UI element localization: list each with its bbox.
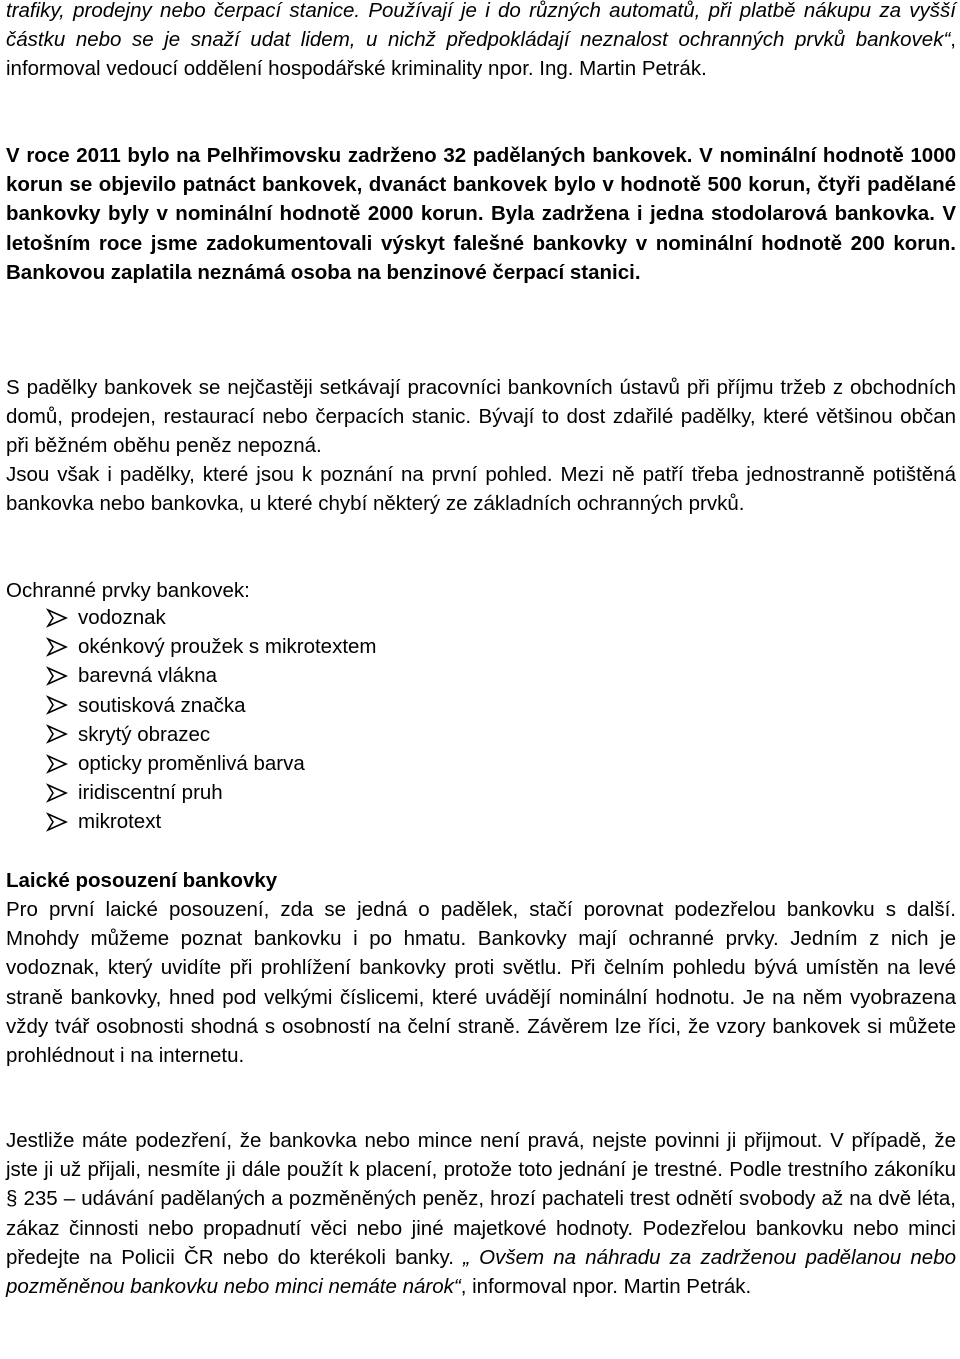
feature-label: skrytý obrazec [78, 722, 211, 746]
intro-paragraph [6, 0, 956, 84]
intro-attribution: , informoval vedoucí oddělení hospodářské kriminality npor. Ing. Martin Petrák. [6, 28, 956, 81]
list-item [6, 807, 377, 836]
counterfeit-paragraph-2: Jsou však i padělky, které jsou k poznání na první pohled. Mezi ně patří třeba jednostranně potištěná bankovka nebo bankovka, u které chybí některý ze základních ochranných prvků. [6, 463, 956, 516]
lay-check-heading: Laické posouzení bankovky [6, 869, 278, 892]
lay-check-paragraph: Pro první laické posouzení, zda se jedná o padělek, stačí porovnat podezřelou bankovku s další. Mnohdy můžeme poznat bankovku i po hmatu. Bankovky mají ochranné prvky. Jedním z nich je vodoznak, který uvidíte při prohlížení bankovky proti světlu. Při čelním pohledu bývá umístěn na levé straně bankovky, hned pod velkými číslicemi, které uvádějí nominální hodnotu. Je na něm vyobrazena vždy tvář osobnosti shodná s osobností na čelní straně. Závěrem lze říci, že vzory bankovek si můžete prohlédnout i na internetu. [6, 898, 956, 1068]
feature-label: opticky proměnlivá barva [78, 751, 305, 775]
intro-quote: trafiky, prodejny nebo čerpací stanice. Používají je i do různých automatů, při platbě nákupu za vyšší částku nebo se je snaží udat lidem, u nichž předpokládají neznalost ochranných prvků bankovek“ [6, 0, 956, 52]
suspicion-paragraph [6, 1126, 956, 1301]
list-item [6, 720, 377, 749]
features-title: Ochranné prvky bankovek: [6, 579, 250, 602]
feature-label: vodoznak [78, 606, 166, 629]
arrow-bullet-icon [46, 812, 70, 832]
arrow-bullet-icon [46, 724, 70, 744]
list-item [6, 778, 377, 807]
suspicion-attribution: , informoval npor. Martin Petrák. [460, 1275, 752, 1299]
list-item [6, 661, 377, 690]
counterfeit-paragraph-1: S padělky bankovek se nejčastěji setkávají pracovníci bankovních ústavů při příjmu tržeb z obchodních domů, prodejen, restaurací nebo čerpacích stanic. Bývají to dost zdařilé padělky, které většinou občan při běžném oběhu peněz nepozná. [6, 376, 956, 458]
arrow-bullet-icon [46, 637, 70, 657]
arrow-bullet-icon [46, 754, 70, 774]
arrow-bullet-icon [46, 783, 70, 803]
feature-label: barevná vlákna [78, 664, 218, 688]
suspicion-text: Jestliže máte podezření, že bankovka nebo mince není pravá, nejste povinni ji přijmout. V případě, že jste ji už přijali, nesmíte ji dále použít k placení, protože toto jednání je trestné. Podle trestního zákoníku § 235 – udávání padělaných a pozměněných peněz, hrozí pachateli trest odnětí svobody až na dvě léta, zákaz činnosti nebo propadnutí věci nebo jiné majetkové hodnoty. Podezřelou bankovku nebo minci předejte na Policii ČR nebo do kterékoli banky. [6, 1129, 956, 1269]
list-item [6, 691, 377, 720]
feature-label: iridiscentní pruh [78, 781, 223, 805]
feature-label: soutisková značka [78, 693, 246, 717]
arrow-bullet-icon [46, 608, 70, 628]
feature-label: okénkový proužek s mikrotextem [78, 635, 377, 659]
list-item [6, 603, 377, 632]
list-item [6, 749, 377, 778]
feature-label: mikrotext [78, 810, 162, 834]
list-item [6, 632, 377, 661]
stats-paragraph: V roce 2011 bylo na Pelhřimovsku zadrženo 32 padělaných bankovek. V nominální hodnotě 1000 korun se objevilo patnáct bankovek, dvanáct bankovek bylo v hodnotě 500 korun, čtyři padělané bankovky byly v nominální hodnotě 2000 korun. Byla zadržena i jedna stodolarová bankovka. V letošním roce jsme zadokumentovali výskyt falešné bankovky v nominální hodnotě 200 korun. Bankovou zaplatila neznámá osoba na benzinové čerpací stanici. [6, 144, 956, 284]
arrow-bullet-icon [46, 695, 70, 715]
features-list [6, 603, 377, 837]
suspicion-quote: „ Ovšem na náhradu za zadrženou padělanou nebo pozměněnou bankovku nebo minci nemáte nárok“ [6, 1245, 956, 1299]
arrow-bullet-icon [46, 666, 70, 686]
